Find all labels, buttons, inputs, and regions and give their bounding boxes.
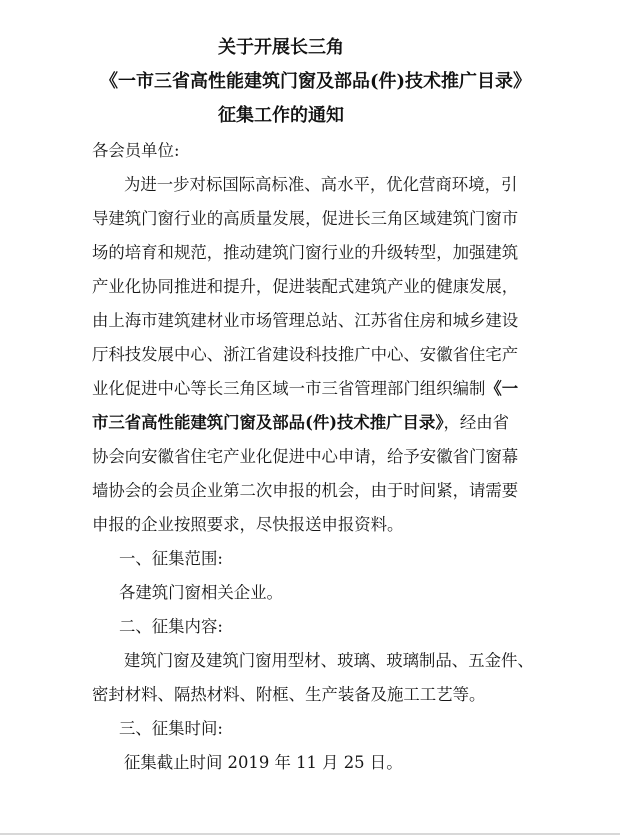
- title-line-2: 《一市三省高性能建筑门窗及部品(件)技术推广目录》: [100, 71, 532, 92]
- body-line-6: 厅科技发展中心、浙江省建设科技推广中心、安徽省住宅产: [92, 345, 519, 364]
- section-1-heading: 一、征集范围:: [119, 549, 223, 568]
- title-line-1: 关于开展长三角: [218, 37, 344, 58]
- body-line-7-text: 业化促进中心等长三角区域一市三省管理部门组织编制: [92, 379, 486, 398]
- body-line-10: 墙协会的会员企业第二次申报的机会，由于时间紧，请需要: [92, 481, 519, 500]
- body-line-9: 协会向安徽省住宅产业化促进中心申请，给予安徽省门窗幕: [92, 447, 519, 466]
- catalog-title-start: 《一: [485, 379, 519, 398]
- body-line-4: 产业化协同推进和提升，促进装配式建筑产业的健康发展，: [92, 277, 519, 296]
- section-2-heading: 二、征集内容:: [119, 617, 223, 636]
- body-line-11: 申报的企业按照要求，尽快报送申报资料。: [92, 515, 404, 534]
- title-line-3: 征集工作的通知: [218, 105, 344, 126]
- body-line-3: 场的培育和规范，推动建筑门窗行业的升级转型，加强建筑: [92, 243, 519, 262]
- salutation: 各会员单位:: [92, 141, 180, 160]
- body-line-8-text: ，经由省: [443, 413, 510, 432]
- section-3-text: 征集截止时间 2019 年 11 月 25 日。: [124, 753, 403, 772]
- body-line-1: 为进一步对标国际高标准、高水平，优化营商环境，引: [124, 175, 518, 194]
- body-line-7: [92, 378, 518, 400]
- body-line-5: 由上海市建筑建材业市场管理总站、江苏省住房和城乡建设: [92, 311, 519, 330]
- section-3-heading: 三、征集时间:: [119, 719, 223, 738]
- catalog-title-end: 市三省高性能建筑门窗及部品(件)技术推广目录》: [92, 413, 444, 432]
- section-2-text-line-2: 密封材料、隔热材料、附框、生产装备及施工工艺等。: [92, 685, 486, 704]
- section-2-text-line-1: 建筑门窗及建筑门窗用型材、玻璃、玻璃制品、五金件、: [124, 651, 534, 670]
- body-line-8: [92, 412, 509, 434]
- section-1-text: 各建筑门窗相关企业。: [119, 583, 283, 602]
- body-line-2: 导建筑门窗行业的高质量发展，促进长三角区域建筑门窗市: [92, 209, 519, 228]
